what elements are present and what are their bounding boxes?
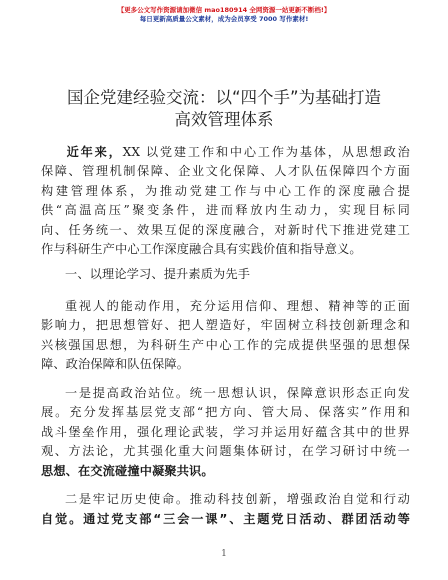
- paragraph-4-line-2: 自觉。通过党支部“三会一课”、主题党日活动、群团活动等: [41, 512, 410, 526]
- paragraph-2-line-2: 影响力，把思想管好、把人塑造好，牢固树立科技创新理念和: [41, 318, 410, 332]
- paragraph-3-line-4: 观、方法论，尤其强化重大问题集体研讨，在学习研讨中统一: [41, 444, 410, 458]
- paragraph-1-line-2: 保障、管理机制保障、企业文化保障、人才队伍保障四个方面: [41, 164, 410, 178]
- paragraph-2-line-3: 兴核强国思想，为科研生产中心工作的完成提供坚强的思想保: [41, 338, 410, 352]
- paragraph-1-line-3: 构建管理体系，为推动党建工作与中心工作的深度融合提: [41, 184, 410, 198]
- paragraph-3-line-5: 思想、在交流碰撞中凝聚共识。: [41, 464, 214, 478]
- section-1-heading: 一、以理论学习、提升素质为先手: [65, 267, 251, 281]
- paragraph-1-line-6: 作与科研生产中心工作深度融合具有实践价值和指导意义。: [41, 242, 362, 256]
- promo-banner-line-1: 【更多公文写作资源请加微信 mao180914 全网资源一站更新不断档!】: [117, 6, 331, 14]
- paragraph-3-line-1: 一是提高政治站位。统一思想认识，保障意识形态正向发: [65, 386, 410, 400]
- paragraph-1-line-4: 供“高温高压”聚变条件，进而释放内生动力，实现目标同: [41, 203, 410, 217]
- promo-banner: [0, 6, 448, 24]
- paragraph-2-line-4: 障、政治保障和队伍保障。: [41, 357, 190, 371]
- paragraph-1-line-1-text: XX 以党建工作和中心工作为基体，从思想政治: [122, 145, 410, 159]
- paragraph-1-line-1: [41, 142, 410, 162]
- paragraph-2-line-1: 重视人的能动作用，充分运用信仰、理想、精神等的正面: [65, 299, 410, 313]
- paragraph-4-line-1: 二是牢记历史使命。推动科技创新，增强政治自觉和行动: [65, 492, 410, 506]
- promo-banner-line-2: 每日更新高质量公文素材，成为会员享受 7000 写作素材!: [139, 15, 309, 23]
- document-title-line-1: 国企党建经验交流：以“四个手”为基础打造: [66, 88, 382, 107]
- document-title-line-2: 高效管理体系: [174, 110, 274, 129]
- page-number: 1: [221, 549, 227, 559]
- paragraph-3-line-3: 战斗堡垒作用，强化理论武装，学习并运用好蕴含其中的世界: [41, 425, 410, 439]
- paragraph-1-lead: 近年来，: [65, 145, 123, 159]
- paragraph-3-line-2: 展。充分发挥基层党支部“把方向、管大局、保落实”作用和: [41, 405, 410, 419]
- paragraph-1-line-5: 向、任务统一、效果互促的深度融合，对新时代下推进党建工: [41, 223, 410, 237]
